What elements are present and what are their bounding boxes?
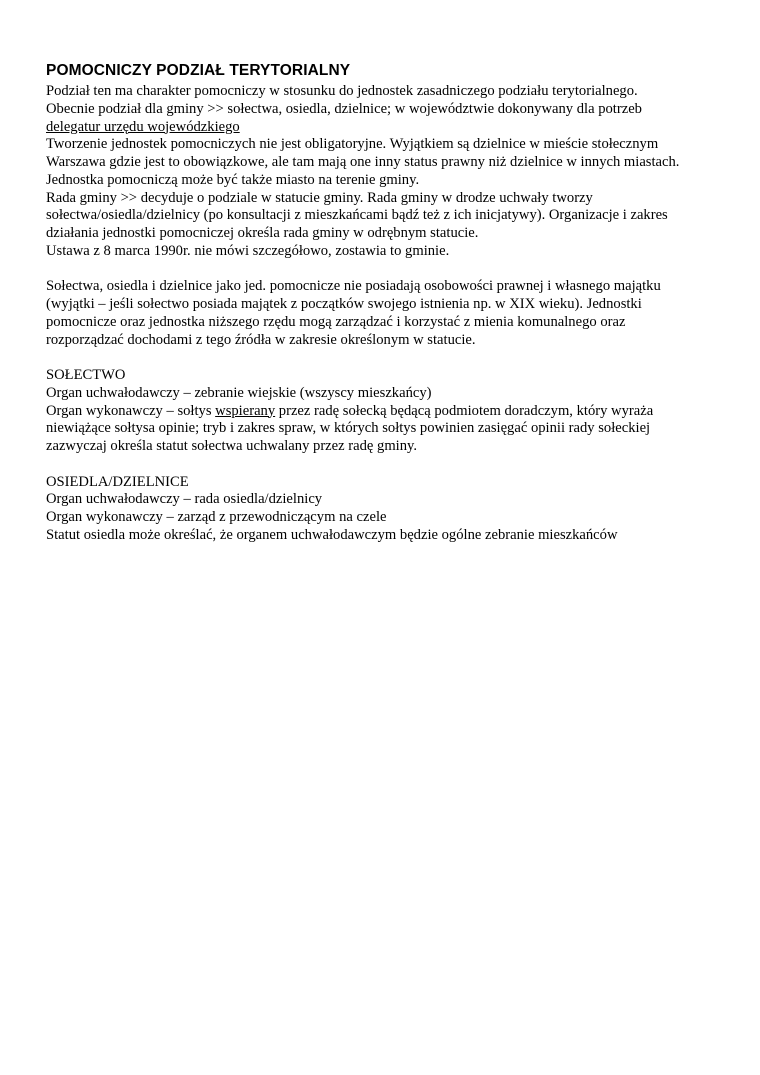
- underlined-term-wspierany: wspierany: [215, 402, 276, 419]
- text-line: Statut osiedla może określać, że organem uchwałodawczym będzie ogólne zebranie mieszkańców: [46, 526, 618, 543]
- paragraph-gap: [46, 261, 726, 279]
- paragraph-gap: [46, 349, 726, 367]
- text-line: Warszawa gdzie jest to obowiązkowe, ale tam mają one inny status prawny niż dzielnice w innych miastach.: [46, 154, 680, 170]
- text-line: działania jednostki pomocniczej określa rada gminy w odrębnym statucie.: [46, 225, 479, 241]
- section-solectwo: [46, 367, 726, 456]
- text-line: pomocnicze oraz jednostka niższego rzędu mogą zarządzać i korzystać z mienia komunalnego oraz: [46, 313, 626, 330]
- text-line: Tworzenie jednostek pomocniczych nie jest obligatoryjne. Wyjątkiem są dzielnice w mieście stołecznym: [46, 136, 659, 153]
- text-line: Sołectwa, osiedla i dzielnice jako jed. pomocnicze nie posiadają osobowości prawnej i własnego majątku: [46, 278, 661, 295]
- document-title: POMOCNICZY PODZIAŁ TERYTORIALNY: [46, 62, 351, 79]
- paragraph-legal-status: [46, 278, 726, 349]
- section-osiedla: [46, 474, 726, 545]
- text-line: Organ uchwałodawczy – zebranie wiejskie (wszyscy mieszkańcy): [46, 384, 432, 401]
- text-line: Organ wykonawczy – zarząd z przewodniczącym na czele: [46, 509, 387, 525]
- text-line: zazwyczaj określa statut sołectwa uchwalany przez radę gminy.: [46, 438, 418, 454]
- text-line: (wyjątki – jeśli sołectwo posiada majątek z początków swojego istnienia np. w XIX wieku). Jednostki: [46, 296, 642, 312]
- text-line: [46, 403, 726, 421]
- section-heading-osiedla: OSIEDLA/DZIELNICE: [46, 473, 189, 490]
- text-line: Obecnie podział dla gminy >> sołectwa, osiedla, dzielnice; w województwie dokonywany dla potrzeb: [46, 100, 642, 117]
- text-line: rozporządzać dochodami z tego źródła w zakresie określonym w statucie.: [46, 331, 476, 348]
- paragraph-intro: [46, 83, 726, 261]
- text-line: Rada gminy >> decyduje o podziale w statucie gminy. Rada gminy w drodze uchwały tworzy: [46, 189, 593, 206]
- text-fragment: przez radę sołecką będącą podmiotem doradczym, który wyraża: [275, 402, 654, 419]
- text-line: Ustawa z 8 marca 1990r. nie mówi szczegółowo, zostawia to gminie.: [46, 242, 450, 259]
- section-heading-solectwo: SOŁECTWO: [46, 367, 126, 383]
- underlined-term-delegatury: delegatur urzędu wojewódzkiego: [46, 118, 240, 135]
- text-fragment: Organ wykonawczy – sołtys: [46, 402, 216, 419]
- paragraph-gap: [46, 456, 726, 474]
- document-body: [46, 62, 726, 545]
- text-line: Jednostka pomocniczą może być także miasto na terenie gminy.: [46, 171, 420, 188]
- text-line: niewiążące sołtysa opinie; tryb i zakres spraw, w których sołtys powinien zasięgać opinii rady sołeckiej: [46, 420, 651, 437]
- text-line: sołectwa/osiedla/dzielnicy (po konsultacji z mieszkańcami bądź też z ich inicjatywy). Organizacje i zakres: [46, 207, 668, 224]
- text-line: Organ uchwałodawczy – rada osiedla/dzielnicy: [46, 491, 323, 508]
- text-line: [46, 119, 726, 137]
- text-line: Podział ten ma charakter pomocniczy w stosunku do jednostek zasadniczego podziału terytorialnego.: [46, 83, 638, 99]
